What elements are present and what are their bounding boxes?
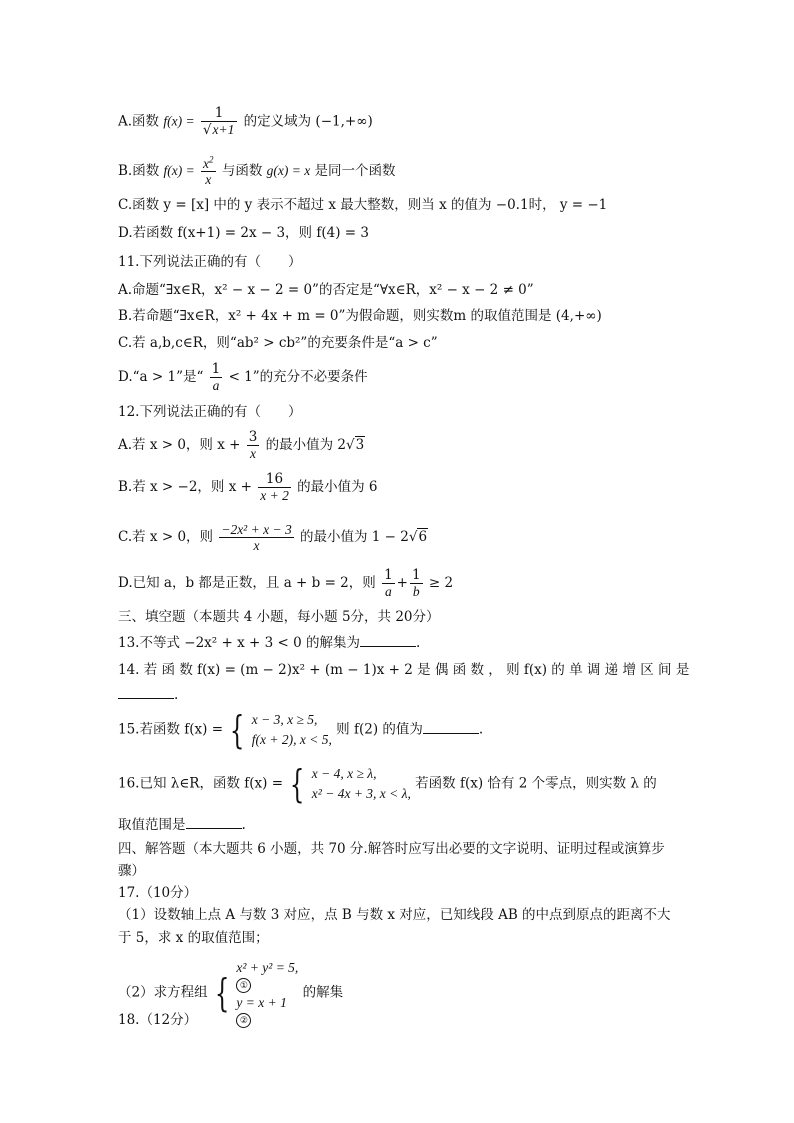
answer-blank bbox=[423, 721, 479, 734]
q14-line-2: . bbox=[118, 685, 178, 705]
q15-cases: x − 3, x ≥ 5, f(x + 2), x < 5, bbox=[251, 712, 332, 747]
q18-header: 18.（12分） bbox=[118, 1012, 198, 1028]
q10-a-domain: (−1,+∞) bbox=[315, 113, 373, 130]
q10-option-d: D.若函数 f(x+1) = 2x − 3，则 f(4) = 3 bbox=[118, 225, 369, 241]
q10-b-fraction: $\frac{x^2}{x}$ bbox=[203, 154, 214, 187]
q17-part-1-line-1: （1）设数轴上点 A 与数 3 对应，点 B 与数 x 对应，已知线段 AB 的中点到原点的距离不大 bbox=[118, 907, 671, 923]
answer-blank bbox=[118, 686, 174, 699]
section-4-title-line-1: 四、解答题（本大题共 6 小题，共 70 分.解答时应写出必要的文字说明、证明过程或演算步 bbox=[118, 841, 665, 857]
q17-part-2: （2）求方程组 { x² + y² = 5, ① y = x + 1 ② 的解集 bbox=[118, 958, 343, 1028]
q10-a-prefix: A.函数 bbox=[118, 113, 160, 130]
q10-option-a: A.函数 f(x) = $\frac{1}{√x+1}$ 的定义域为 (−1,+∞) bbox=[118, 105, 373, 138]
q10-option-c: C.函数 y = [x] 中的 y 表示不超过 x 最大整数，则当 x 的值为 −0.1时， y = −1 bbox=[118, 197, 608, 213]
q10-a-function: f(x) = bbox=[163, 113, 195, 129]
q11-option-b: B.若命题“∃x∈R，x² + 4x + m = 0”为假命题，则实数m 的取值范围是 (4,+∞) bbox=[118, 308, 602, 324]
left-brace: { bbox=[290, 762, 305, 806]
q16-cases: x − 4, x ≥ λ, x² − 4x + 3, x < λ, bbox=[311, 766, 411, 801]
q11-option-d: D.“a > 1”是“ $\frac{1}{a}$ < 1”的充分不必要条件 bbox=[118, 361, 368, 393]
left-brace: { bbox=[230, 708, 245, 752]
q11-option-c: C.若 a,b,c∈R，则“ab² > cb²”的充要条件是“a > c” bbox=[118, 335, 438, 351]
q16-line-2: 取值范围是 . bbox=[118, 817, 246, 833]
q11-option-a: A.命题“∃x∈R，x² − x − 2 = 0”的否定是“∀x∈R，x² − x − 2 ≠ 0” bbox=[118, 282, 534, 298]
answer-blank bbox=[186, 816, 242, 829]
q11-stem: 11.下列说法正确的有（ ） bbox=[118, 254, 302, 270]
q12-stem: 12.下列说法正确的有（ ） bbox=[118, 404, 302, 420]
answer-blank bbox=[360, 634, 416, 647]
q17-system: x² + y² = 5, ① y = x + 1 ② bbox=[236, 958, 298, 1028]
q17-part-1-line-2: 于 5，求 x 的取值范围； bbox=[118, 930, 269, 946]
left-brace: { bbox=[214, 971, 230, 1015]
q14-line-1: 14. 若 函 数 f(x) = (m − 2)x² + (m − 1)x + 2 是 偶 函 数 ， 则 f(x) 的 单 调 递 增 区 间 是 bbox=[118, 662, 690, 678]
q16: 16.已知 λ∈R，函数 f(x) = { x − 4, x ≥ λ, x² − 4x + 3, x < λ, 若函数 f(x) 恰有 2 个零点，则实数 λ 的 bbox=[118, 762, 657, 806]
q10-a-fraction: $\frac{1}{√x+1}$ bbox=[201, 106, 237, 138]
q17-header: 17.（10分） bbox=[118, 885, 198, 901]
q12-option-c: C.若 x > 0，则 $\frac{\text{−2x² + x − 3}}{x}$ 的最小值为 1 − 2√6 bbox=[118, 522, 428, 553]
q12-option-d: D.已知 a，b 都是正数，且 a + b = 2，则 $\frac{1}{a}$ + $\frac{1}{b}$ ≥ 2 bbox=[118, 567, 454, 599]
q13: 13.不等式 −2x² + x + 3 < 0 的解集为 . bbox=[118, 635, 421, 651]
q15: 15.若函数 f(x) = { x − 3, x ≥ 5, f(x + 2), x < 5, 则 f(2) 的值为 . bbox=[118, 708, 484, 752]
q12-option-a: A.若 x > 0，则 x + $\frac{3}{x}$ 的最小值为 2√3 bbox=[118, 429, 365, 461]
q10-option-b: B.函数 f(x) = $\frac{x^2}{x}$ 与函数 g(x) = x 是同一个函数 bbox=[118, 154, 396, 187]
section-3-title: 三、填空题（本题共 4 小题，每小题 5分，共 20分） bbox=[118, 609, 440, 625]
q12-option-b: B.若 x > −2，则 x + $\frac{16}{x + 2}$ 的最小值为 6 bbox=[118, 471, 378, 503]
section-4-title-line-2: 骤） bbox=[118, 863, 145, 879]
